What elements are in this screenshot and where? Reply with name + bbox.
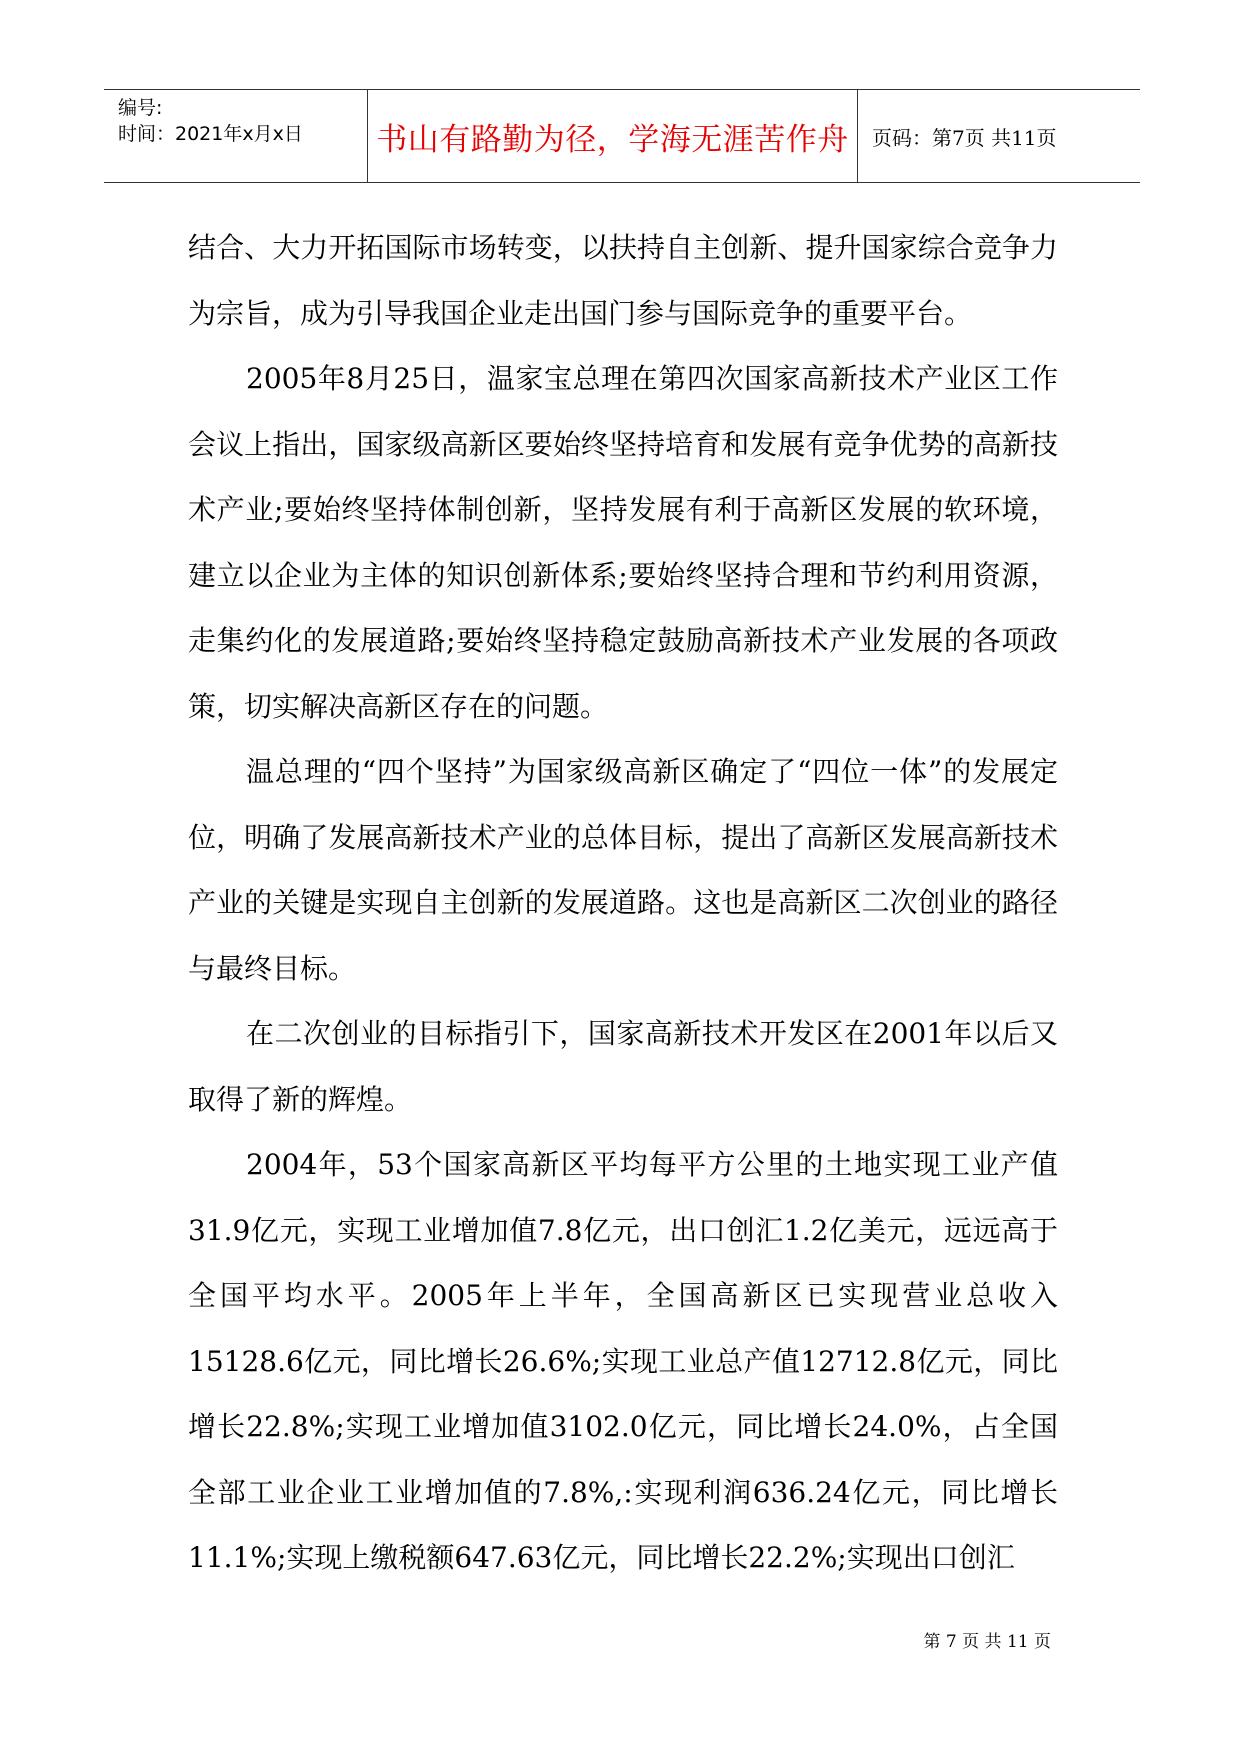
number-label: 编号: bbox=[118, 97, 163, 119]
time-label: 时间：2021年x月x日 bbox=[118, 123, 303, 145]
header-meta-cell bbox=[104, 90, 368, 182]
header-motto-cell bbox=[368, 90, 858, 182]
header-page-info: 页码：第7页 共11页 bbox=[872, 125, 1057, 150]
header-motto: 书山有路勤为径，学海无涯苦作舟 bbox=[376, 121, 849, 158]
paragraph-5: 2004年，53个国家高新区平均每平方公里的土地实现工业产值31.9亿元，实现工业增加值7.8亿元，出口创汇1.2亿美元，远远高于全国平均水平。2005年上半年，全国高新区已实现营业总收入15128.6亿元，同比增长26.6%;实现工业总产值12712.8亿元，同比增长22.8%;实现工业增加值3102.0亿元，同比增长24.0%，占全国全部工业企业工业增加值的7.8%,:实现利润636.24亿元，同比增长11.1%;实现上缴税额647.63亿元，同比增长22.2%;实现出口创汇 bbox=[188, 1148, 1058, 1574]
document-header bbox=[104, 89, 1140, 183]
paragraph-1: 结合、大力开拓国际市场转变，以扶持自主创新、提升国家综合竞争力为宗旨，成为引导我国企业走出国门参与国际竞争的重要平台。 bbox=[188, 231, 1058, 330]
header-page-cell bbox=[858, 90, 1140, 182]
document-body bbox=[188, 215, 1058, 1591]
paragraph-3: 温总理的“四个坚持”为国家级高新区确定了“四位一体”的发展定位，明确了发展高新技术产业的总体目标，提出了高新区发展高新技术产业的关键是实现自主创新的发展道路。这也是高新区二次创业的路径与最终目标。 bbox=[188, 755, 1058, 985]
page-footer: 第 7 页 共 11 页 bbox=[923, 1632, 1051, 1652]
paragraph-4: 在二次创业的目标指引下，国家高新技术开发区在2001年以后又取得了新的辉煌。 bbox=[188, 1017, 1058, 1116]
paragraph-2: 2005年8月25日，温家宝总理在第四次国家高新技术产业区工作会议上指出，国家级高新区要始终坚持培育和发展有竞争优势的高新技术产业;要始终坚持体制创新，坚持发展有利于高新区发展的软环境，建立以企业为主体的知识创新体系;要始终坚持合理和节约利用资源，走集约化的发展道路;要始终坚持稳定鼓励高新技术产业发展的各项政策，切实解决高新区存在的问题。 bbox=[188, 362, 1058, 723]
